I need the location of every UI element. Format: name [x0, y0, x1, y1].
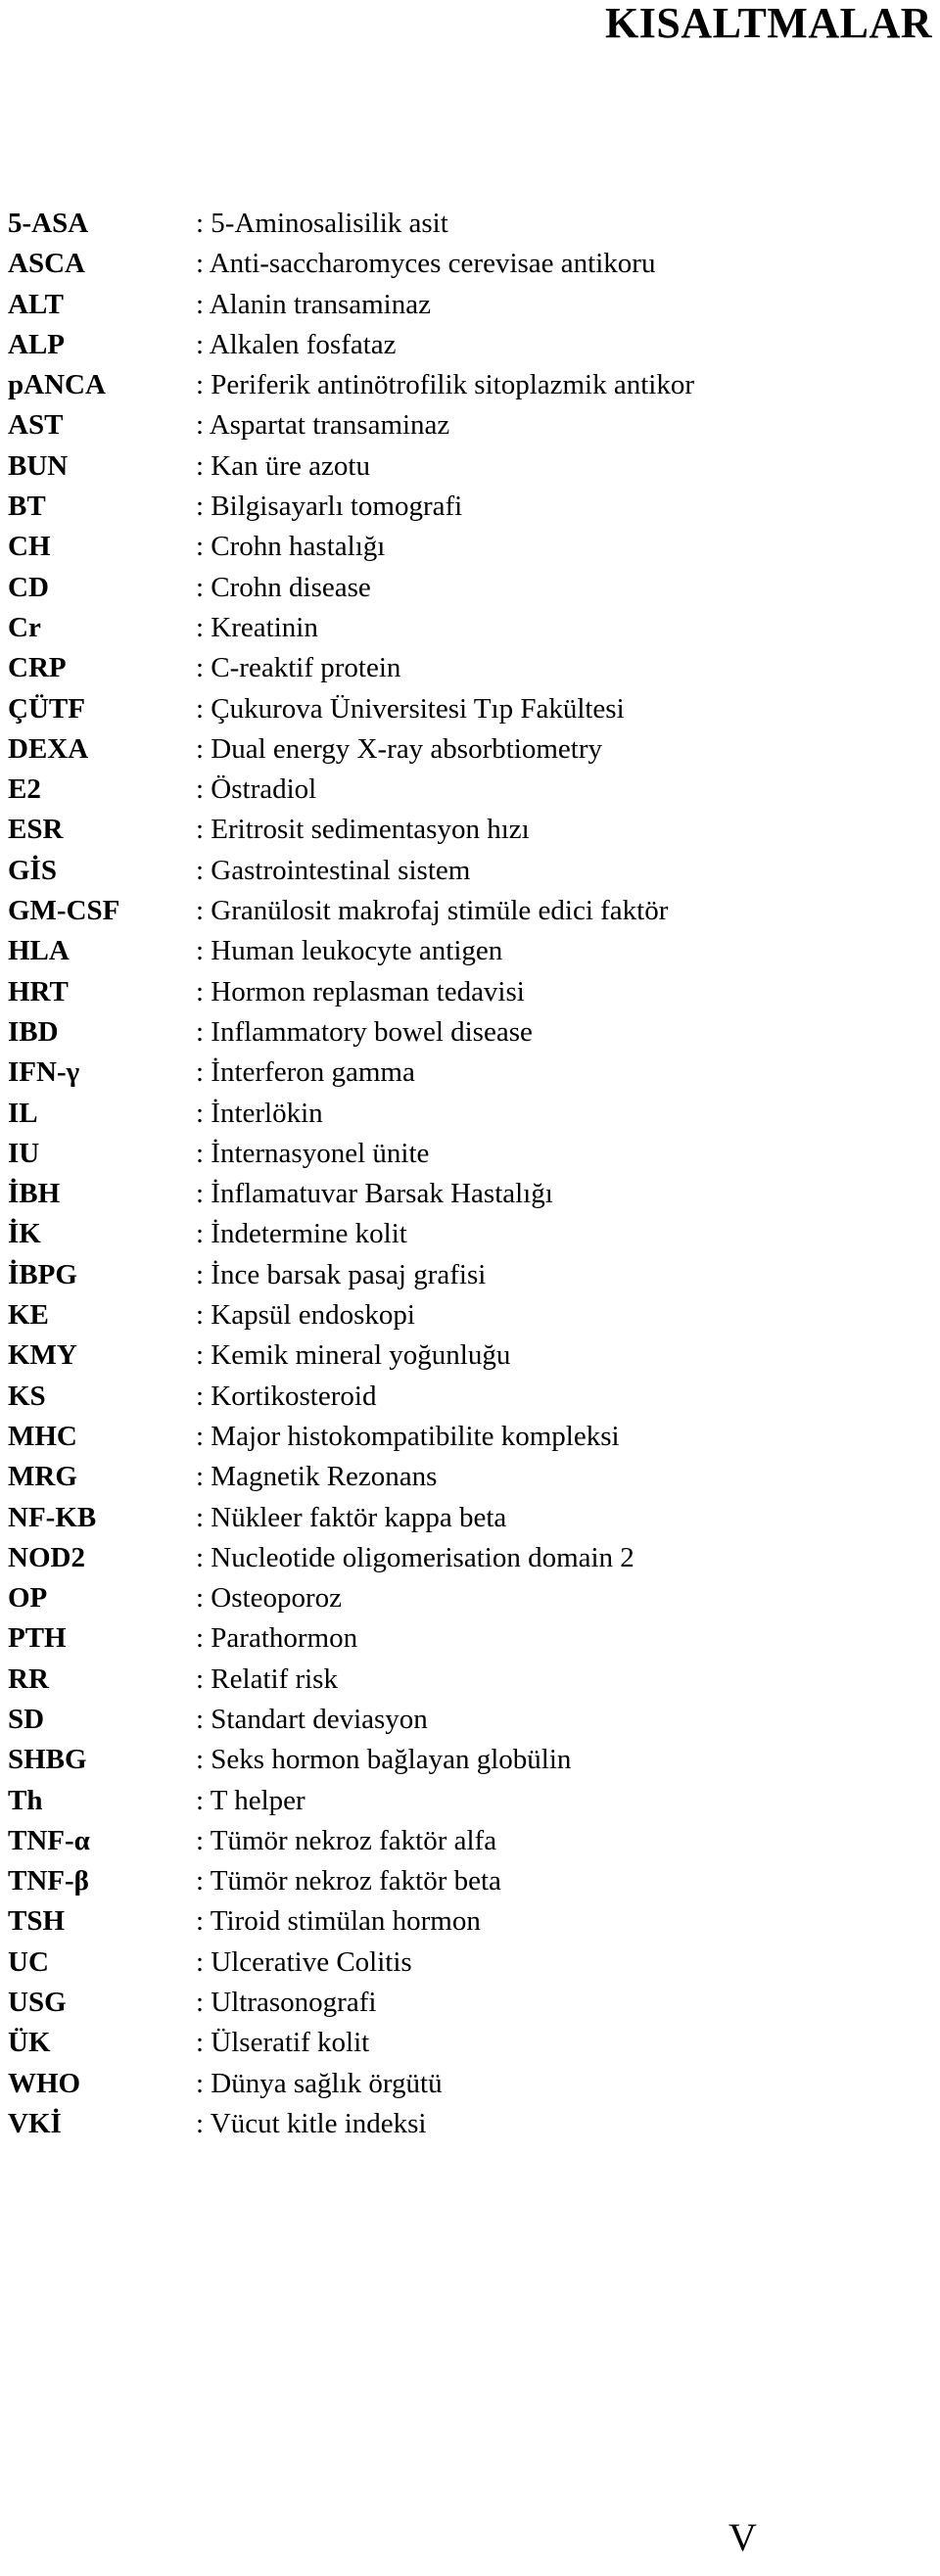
abbreviation-row [8, 204, 889, 244]
abbreviation-definition: : 5-Aminosalisilik asit [196, 208, 448, 239]
abbreviation-term: ESR [8, 814, 64, 846]
abbreviation-row [8, 2023, 889, 2063]
abbreviation-definition: : Tümör nekroz faktör alfa [196, 1824, 497, 1856]
abbreviation-term: 5-ASA [8, 208, 89, 239]
abbreviation-row [8, 770, 889, 810]
abbreviation-term: Cr [8, 611, 41, 643]
abbreviation-definition: : Dünya sağlık örgütü [196, 2067, 443, 2099]
abbreviation-definition: : Kapsül endoskopi [196, 1299, 415, 1332]
abbreviation-row [8, 689, 889, 729]
abbreviation-row [8, 446, 889, 487]
abbreviation-term: TSH [8, 1905, 66, 1938]
abbreviation-row [8, 1943, 889, 1983]
abbreviation-term: HLA [8, 935, 70, 967]
abbreviation-definition: : Eritrosit sedimentasyon hızı [196, 814, 530, 846]
abbreviation-term: ALT [8, 288, 64, 320]
abbreviation-term: KE [8, 1299, 49, 1332]
abbreviation-term: OP [8, 1582, 48, 1615]
abbreviation-term: BUN [8, 449, 69, 482]
abbreviation-list [8, 204, 889, 2144]
abbreviation-definition: : İnterlökin [196, 1097, 323, 1129]
abbreviation-row [8, 1821, 889, 1861]
abbreviation-term: İK [8, 1218, 41, 1250]
abbreviation-definition: : İnce barsak pasaj grafisi [196, 1258, 487, 1290]
abbreviation-definition: : Alkalen fosfataz [196, 328, 397, 360]
abbreviation-row [8, 1700, 889, 1740]
abbreviation-definition: : Osteoporoz [196, 1582, 342, 1615]
abbreviation-row [8, 365, 889, 405]
abbreviation-row [8, 2104, 889, 2144]
abbreviation-definition: : Anti-saccharomyces cerevisae antikoru [196, 248, 656, 280]
abbreviation-row [8, 1255, 889, 1295]
abbreviation-term: VKİ [8, 2107, 62, 2139]
abbreviation-definition: : Magnetik Rezonans [196, 1461, 438, 1493]
abbreviation-row [8, 1134, 889, 1174]
abbreviation-row [8, 1740, 889, 1780]
abbreviation-term: KMY [8, 1339, 77, 1372]
abbreviation-term: IU [8, 1137, 40, 1169]
abbreviation-definition: : Kortikosteroid [196, 1380, 377, 1412]
abbreviation-definition: : Kreatinin [196, 611, 318, 643]
abbreviation-definition: : Crohn disease [196, 571, 371, 603]
abbreviation-term: SHBG [8, 1744, 87, 1776]
abbreviation-row [8, 891, 889, 931]
abbreviation-term: AST [8, 409, 64, 442]
abbreviation-definition: : Vücut kitle indeksi [196, 2107, 427, 2139]
abbreviation-row [8, 608, 889, 648]
abbreviation-row [8, 1174, 889, 1214]
abbreviation-row [8, 810, 889, 850]
abbreviation-definition: : Crohn hastalığı [196, 531, 386, 563]
abbreviation-row [8, 325, 889, 365]
abbreviation-row [8, 1457, 889, 1497]
abbreviation-definition: : Bilgisayarlı tomografi [196, 491, 463, 523]
abbreviation-definition: : İnflamatuvar Barsak Hastalığı [196, 1178, 553, 1210]
abbreviation-term: UC [8, 1945, 49, 1978]
abbreviation-row [8, 1578, 889, 1618]
abbreviation-term: NOD2 [8, 1541, 85, 1573]
abbreviation-term: ÇÜTF [8, 692, 85, 725]
abbreviation-term: ASCA [8, 248, 85, 280]
abbreviation-term: IBD [8, 1015, 59, 1048]
abbreviation-term: BT [8, 491, 46, 523]
abbreviation-definition: : Hormon replasman tedavisi [196, 975, 525, 1007]
abbreviation-row [8, 1295, 889, 1335]
abbreviation-definition: : Relatif risk [196, 1663, 338, 1695]
abbreviation-row [8, 1901, 889, 1942]
abbreviation-term: ÜK [8, 2027, 51, 2059]
abbreviation-term: GM-CSF [8, 895, 120, 927]
abbreviation-term: ALP [8, 328, 65, 360]
page-title: KISALTMALAR [605, 0, 932, 47]
abbreviation-definition: : Ulcerative Colitis [196, 1945, 412, 1978]
page-number: V [728, 2515, 757, 2559]
abbreviation-definition: : Seks hormon bağlayan globülin [196, 1744, 572, 1776]
abbreviation-row [8, 1094, 889, 1134]
abbreviation-definition: : Granülosit makrofaj stimüle edici faktör [196, 895, 669, 927]
abbreviation-row [8, 1498, 889, 1538]
abbreviation-definition: : T helper [196, 1784, 306, 1816]
abbreviation-row [8, 648, 889, 688]
abbreviation-term: PTH [8, 1622, 67, 1655]
abbreviation-row [8, 1214, 889, 1254]
abbreviation-definition: : Östradiol [196, 773, 317, 806]
abbreviation-row [8, 568, 889, 608]
abbreviation-term: NF-KB [8, 1501, 97, 1533]
abbreviation-row [8, 2064, 889, 2104]
abbreviation-definition: : Periferik antinötrofilik sitoplazmik antikor [196, 369, 695, 401]
abbreviation-row [8, 285, 889, 325]
abbreviation-row [8, 1861, 889, 1901]
abbreviation-definition: : Gastrointestinal sistem [196, 854, 471, 886]
abbreviation-definition: : İnternasyonel ünite [196, 1137, 430, 1169]
abbreviation-term: E2 [8, 773, 41, 806]
abbreviation-definition: : Tiroid stimülan hormon [196, 1905, 481, 1938]
abbreviation-definition: : C-reaktif protein [196, 652, 401, 684]
abbreviation-row [8, 1012, 889, 1053]
abbreviation-row [8, 931, 889, 971]
abbreviation-definition: : İnterferon gamma [196, 1056, 415, 1089]
abbreviation-term: pANCA [8, 369, 106, 401]
abbreviation-definition: : Alanin transaminaz [196, 288, 431, 320]
abbreviation-definition: : Ultrasonografi [196, 1987, 377, 2019]
abbreviation-definition: : Ülseratif kolit [196, 2027, 370, 2059]
abbreviation-row [8, 1618, 889, 1659]
abbreviation-term: MRG [8, 1461, 77, 1493]
abbreviation-row [8, 244, 889, 284]
abbreviation-definition: : Dual energy X-ray absorbtiometry [196, 732, 603, 765]
abbreviation-row [8, 1538, 889, 1578]
abbreviation-row [8, 405, 889, 445]
abbreviation-term: TNF-α [8, 1824, 90, 1856]
abbreviation-row [8, 1660, 889, 1700]
abbreviation-row [8, 1417, 889, 1457]
abbreviation-term: WHO [8, 2067, 81, 2099]
abbreviation-definition: : Human leukocyte antigen [196, 935, 503, 967]
abbreviation-term: TNF-β [8, 1865, 89, 1897]
abbreviation-term: GİS [8, 854, 57, 886]
abbreviation-row [8, 527, 889, 567]
abbreviation-definition: : İndetermine kolit [196, 1218, 407, 1250]
abbreviation-definition: : Kan üre azotu [196, 449, 370, 482]
abbreviation-definition: : Standart deviasyon [196, 1703, 428, 1735]
abbreviation-definition: : Tümör nekroz faktör beta [196, 1865, 501, 1897]
abbreviation-term: İBH [8, 1178, 61, 1210]
abbreviation-definition: : Nucleotide oligomerisation domain 2 [196, 1541, 634, 1573]
abbreviation-row [8, 972, 889, 1012]
abbreviation-definition: : Nükleer faktör kappa beta [196, 1501, 507, 1533]
abbreviation-term: MHC [8, 1420, 77, 1452]
abbreviation-term: CD [8, 571, 49, 603]
abbreviation-definition: : Inflammatory bowel disease [196, 1015, 533, 1048]
abbreviation-term: IFN-γ [8, 1056, 80, 1089]
abbreviation-term: CRP [8, 652, 67, 684]
abbreviation-term: IL [8, 1097, 38, 1129]
abbreviation-row [8, 1983, 889, 2023]
abbreviation-definition: : Parathormon [196, 1622, 358, 1655]
abbreviation-term: CH [8, 531, 51, 563]
abbreviation-term: HRT [8, 975, 69, 1007]
abbreviation-definition: : Major histokompatibilite kompleksi [196, 1420, 620, 1452]
abbreviation-term: DEXA [8, 732, 89, 765]
abbreviation-definition: : Aspartat transaminaz [196, 409, 450, 442]
abbreviation-row [8, 1335, 889, 1376]
abbreviation-term: RR [8, 1663, 49, 1695]
abbreviation-definition: : Kemik mineral yoğunluğu [196, 1339, 511, 1372]
abbreviation-row [8, 487, 889, 527]
abbreviation-term: İBPG [8, 1258, 77, 1290]
abbreviation-row [8, 851, 889, 891]
abbreviation-term: USG [8, 1987, 67, 2019]
abbreviation-term: SD [8, 1703, 45, 1735]
abbreviation-row [8, 1377, 889, 1417]
abbreviation-row [8, 729, 889, 770]
abbreviation-row [8, 1781, 889, 1821]
abbreviation-row [8, 1053, 889, 1093]
abbreviation-term: Th [8, 1784, 43, 1816]
abbreviation-term: KS [8, 1380, 46, 1412]
abbreviation-definition: : Çukurova Üniversitesi Tıp Fakültesi [196, 692, 625, 725]
